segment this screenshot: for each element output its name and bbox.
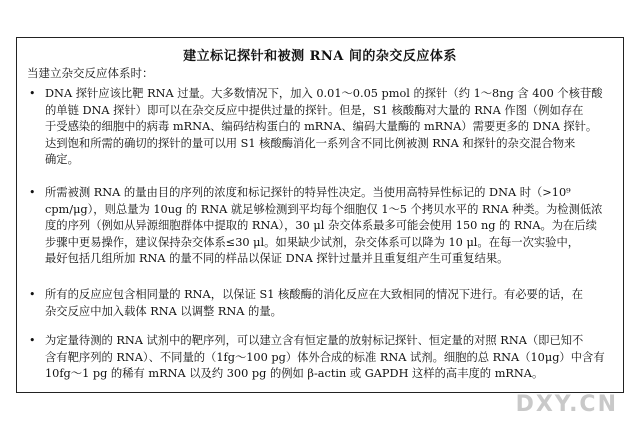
text-line: DNA 探针应该比靶 RNA 过量。大多数情况下，加入 0.01～0.05 pmol 的探针（约 1～8ng 含 400 个核苷酸 — [45, 87, 603, 100]
text-line: 的单链 DNA 探针）即可以在杂交反应中提供过量的探针。但是，S1 核酸酶对大量的 RNA 作图（例如存在 — [45, 103, 584, 117]
bullet-icon: • — [29, 186, 36, 199]
text-line: 为定量待测的 RNA 试剂中的靶序列，可以建立含有恒定量的放射标记探针、恒定量的对照 RNA（即已知不 — [45, 334, 584, 347]
text-line: cpm/μg），则总量为 10ug 的 RNA 就足够检测到平均每个细胞仅 1～5 个拷贝水平的 RNA 种类。为检测低浓 — [45, 202, 603, 216]
bullet-icon: • — [29, 87, 36, 100]
text-line: 杂交反应中加入载体 RNA 以调整 RNA 的量。 — [45, 304, 282, 318]
text-line: 最好包括几组所加 RNA 的量不同的样品以保证 DNA 探针过量并且重复组产生可重复结果。 — [45, 252, 509, 266]
text-line: 步骤中更易操作，建议保持杂交体系≤30 μl。如果缺少试剂，杂交体系可以降为 10 μl。在每一次实验中， — [45, 235, 580, 249]
text-line: 于受感染的细胞中的病毒 mRNA、编码结构蛋白的 mRNA、编码大量酶的 mRNA）需要更多的 DNA 探针。 — [45, 120, 598, 134]
text-line: 度的序列（例如从异源细胞群体中提取的 RNA），30 μl 杂交体系最多可能会使用 150 ng 的 RNA。为在后续 — [45, 219, 597, 233]
text-line: 10fg～1 pg 的稀有 mRNA 以及约 300 pg 的例如 β-actin 或 GAPDH 这样的高丰度的 mRNA。 — [45, 367, 544, 381]
text-line: 确定。 — [45, 153, 79, 167]
text-line: 达到饱和所需的确切的探针的量可以用 S1 核酸酶消化一系列含不同比例被测 RNA 和探针的杂交混合物来 — [45, 136, 576, 150]
text-line: 含有靶序列的 RNA）、不同量的（1fg～100 pg）体外合成的标准 RNA 试剂。细胞的总 RNA（10μg）中含有 — [45, 350, 605, 364]
watermark: DXY.CN — [515, 392, 618, 417]
text-line: 所需被测 RNA 的量由目的序列的浓度和标记探针的特异性决定。当使用高特异性标记的 DNA 时（>10⁹ — [45, 186, 571, 199]
text-line: 所有的反应应包含相同量的 RNA，以保证 S1 核酸酶的消化反应在大致相同的情况下进行。有必要的话，在 — [45, 288, 584, 301]
section-intro: 当建立杂交反应体系时： — [27, 66, 154, 80]
list-item — [29, 86, 619, 169]
list-item — [29, 185, 619, 268]
list-item — [29, 287, 619, 320]
list-item — [29, 333, 619, 383]
bullet-icon: • — [29, 334, 36, 347]
bullet-icon: • — [29, 288, 36, 301]
document-title: 建立标记探针和被测 RNA 间的杂交反应体系 — [183, 49, 457, 64]
